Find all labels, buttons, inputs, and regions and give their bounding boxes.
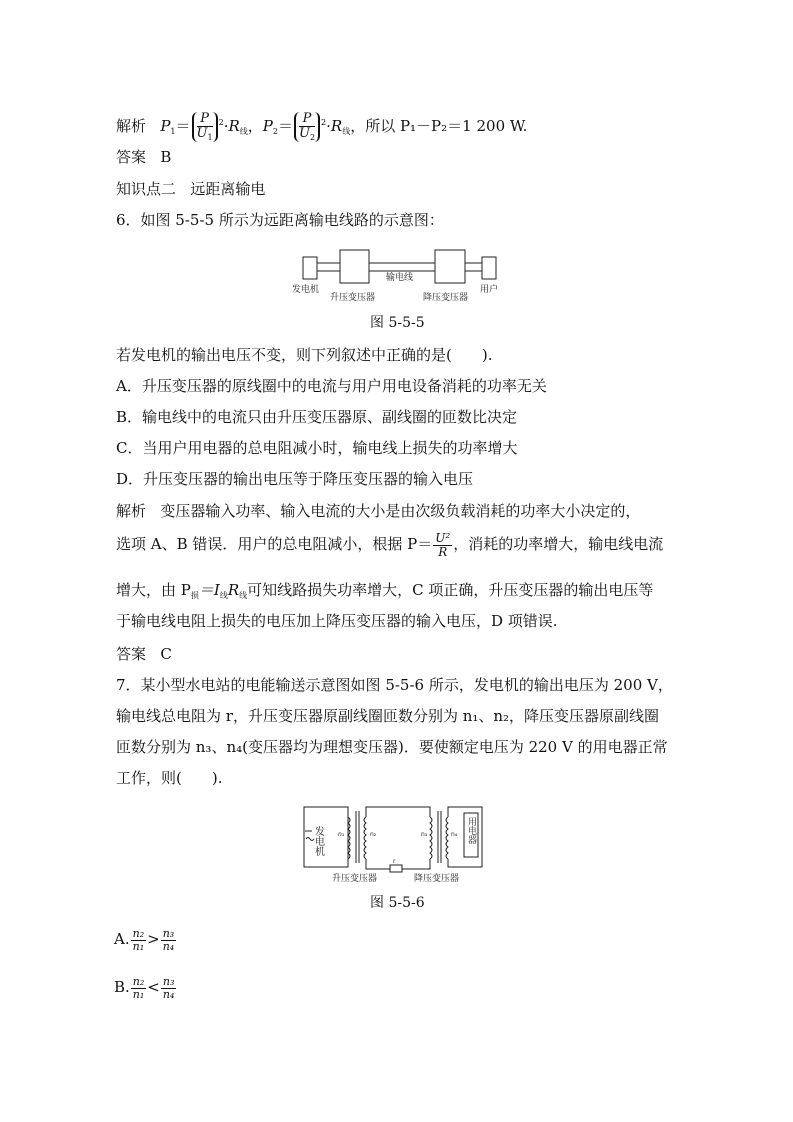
power-formula (433, 532, 452, 558)
sub-loss: 损 (190, 591, 199, 600)
sub-line: 线 (219, 591, 228, 600)
fig2-r: r (393, 858, 396, 865)
q7-line1: 7．某小型水电站的电能输送示意图如图 5-5-6 所示，发电机的输出电压为 200 V， (116, 676, 673, 694)
analysis-text-1: 变压器输入功率、输入电流的大小是由次级负载消耗的功率大小决定的， (160, 502, 641, 520)
analysis-text-3a: 增大，由 P (116, 581, 191, 599)
equals-2: ＝ (277, 117, 293, 136)
formula-den: R (438, 544, 448, 559)
fig1-line: 输电线 (386, 273, 414, 283)
sub-line-2: 线 (239, 591, 248, 600)
q6-option-d: D．升压变压器的输出电压等于降压变压器的输入电压 (116, 470, 474, 488)
analysis-text-3d: 可知线路损失功率增大，C 项正确，升压变压器的输出电压等 (247, 581, 654, 599)
fig2-n4: n₄ (451, 831, 458, 838)
a-left-den: n₁ (132, 939, 145, 953)
q7-line3: 匝数分别为 n₃、n₄(变压器均为理想变压器)．要使额定电压为 220 V 的用电器正常 (116, 738, 668, 756)
analysis-text-2a: 选项 A、B 错误．用户的总电阻减小，根据 P＝ (116, 535, 433, 554)
option-b-op: < (147, 978, 160, 997)
line-sub: 线 (239, 127, 248, 137)
fig-5-5-6-caption: 图 5-5-6 (370, 895, 425, 911)
analysis-text-3c: R (227, 581, 240, 599)
analysis-label-6: 解析 (116, 502, 147, 520)
fraction-p-over-u2 (294, 112, 320, 142)
r-symbol: ·R (223, 117, 240, 136)
option-a-right-frac (161, 928, 177, 952)
p1-sub: 1 (170, 127, 176, 137)
fig1-step-up: 升压变压器 (330, 293, 376, 303)
analysis-text-2b: ，消耗的功率增大，输电线电流 (453, 535, 664, 554)
option-b-right-frac (161, 976, 177, 1000)
comma: ， (247, 117, 263, 136)
option-a-op: > (147, 930, 160, 949)
equals: ＝ (175, 117, 191, 136)
q7-option-b (114, 976, 177, 1000)
answer-value-6: C (160, 645, 172, 663)
frac-den-u-2: U (298, 125, 310, 141)
transmission-diagram (292, 246, 502, 306)
answer-6 (116, 645, 172, 665)
answer-label-6: 答案 (116, 645, 147, 663)
analysis-text-3b: ＝I (198, 581, 220, 599)
section-label: 知识点二 (116, 180, 177, 198)
fig2-n2: n₂ (370, 831, 377, 838)
q6-question: 若发电机的输出电压不变，则下列叙述中正确的是( ). (116, 346, 493, 364)
q7-line2: 输电线总电阻为 r，升压变压器原副线圈匝数分别为 n₁、n₂，降压变压器原副线圈 (116, 707, 660, 725)
line-sub-2: 线 (342, 127, 351, 137)
frac-num: P (197, 112, 213, 127)
figure-5-5-5 (292, 246, 502, 306)
a-right-num: n₃ (162, 927, 175, 940)
fig2-step-up: 升压变压器 (332, 874, 378, 884)
section-title: 远距离输电 (190, 180, 266, 198)
option-a-prefix: A. (114, 930, 130, 949)
q6-analysis-line3 (116, 581, 653, 601)
answer-value: B (160, 148, 172, 166)
p1-symbol: P (160, 117, 171, 136)
q6-stem: 6．如图 5-5-5 所示为远距离输电线路的示意图： (116, 211, 444, 229)
q6-option-b: B．输电线中的电流只由升压变压器原、副线圈的匝数比决定 (116, 408, 518, 426)
option-b-left-frac (131, 976, 147, 1000)
b-right-den: n₄ (162, 987, 175, 1001)
q6-analysis-line1 (116, 502, 640, 522)
q6-analysis-line2 (116, 532, 663, 558)
fig2-gen-char1: 发电机 (312, 826, 324, 856)
q5-result: ，所以 P₁－P₂＝1 200 W. (350, 117, 528, 136)
fraction-p-over-u1 (192, 112, 218, 142)
a-right-den: n₄ (162, 939, 175, 953)
formula-num: U² (435, 531, 451, 545)
q6-option-c: C．当用户用电器的总电阻减小时，输电线上损失的功率增大 (116, 439, 518, 457)
q6-option-a: A．升压变压器的原线圈中的电流与用户用电设备消耗的功率无关 (116, 377, 547, 395)
b-right-num: n₃ (162, 975, 175, 988)
fig1-step-down: 降压变压器 (423, 293, 469, 303)
b-left-den: n₁ (132, 987, 145, 1001)
section-heading (116, 180, 265, 200)
analysis-label: 解析 (116, 117, 147, 136)
fig2-step-down: 降压变压器 (414, 874, 460, 884)
b-left-num: n₂ (132, 975, 145, 988)
power-2: 2 (218, 118, 224, 128)
r-symbol-2: ·R (326, 117, 343, 136)
fig2-n1: n₁ (338, 831, 345, 838)
hydro-station-diagram (300, 803, 490, 885)
option-a-left-frac (131, 928, 147, 952)
frac-den-sub: 1 (207, 132, 213, 142)
p2-sub: 2 (272, 127, 278, 137)
fig-5-5-5-caption: 图 5-5-5 (370, 315, 425, 331)
a-left-num: n₂ (132, 927, 145, 940)
option-b-prefix: B. (114, 978, 130, 997)
figure-5-5-6 (300, 803, 490, 885)
answer-5 (116, 148, 171, 168)
fig1-generator: 发电机 (292, 285, 320, 295)
answer-label: 答案 (116, 148, 147, 166)
frac-num-2: P (299, 112, 315, 127)
q7-line4: 工作，则( ). (116, 769, 223, 787)
fig2-appliance: 用电器 (466, 817, 476, 844)
q5-analysis (116, 112, 527, 142)
fig2-n3: n₃ (421, 831, 428, 838)
power-2b: 2 (321, 118, 327, 128)
q6-analysis-line4: 于输电线电阻上损失的电压加上降压变压器的输入电压，D 项错误. (116, 612, 558, 630)
frac-den-sub-2: 2 (309, 132, 316, 142)
p2-symbol: P (262, 117, 273, 136)
fig1-user: 用户 (480, 285, 499, 295)
q7-option-a (114, 928, 177, 952)
frac-den-u: U (196, 125, 208, 141)
